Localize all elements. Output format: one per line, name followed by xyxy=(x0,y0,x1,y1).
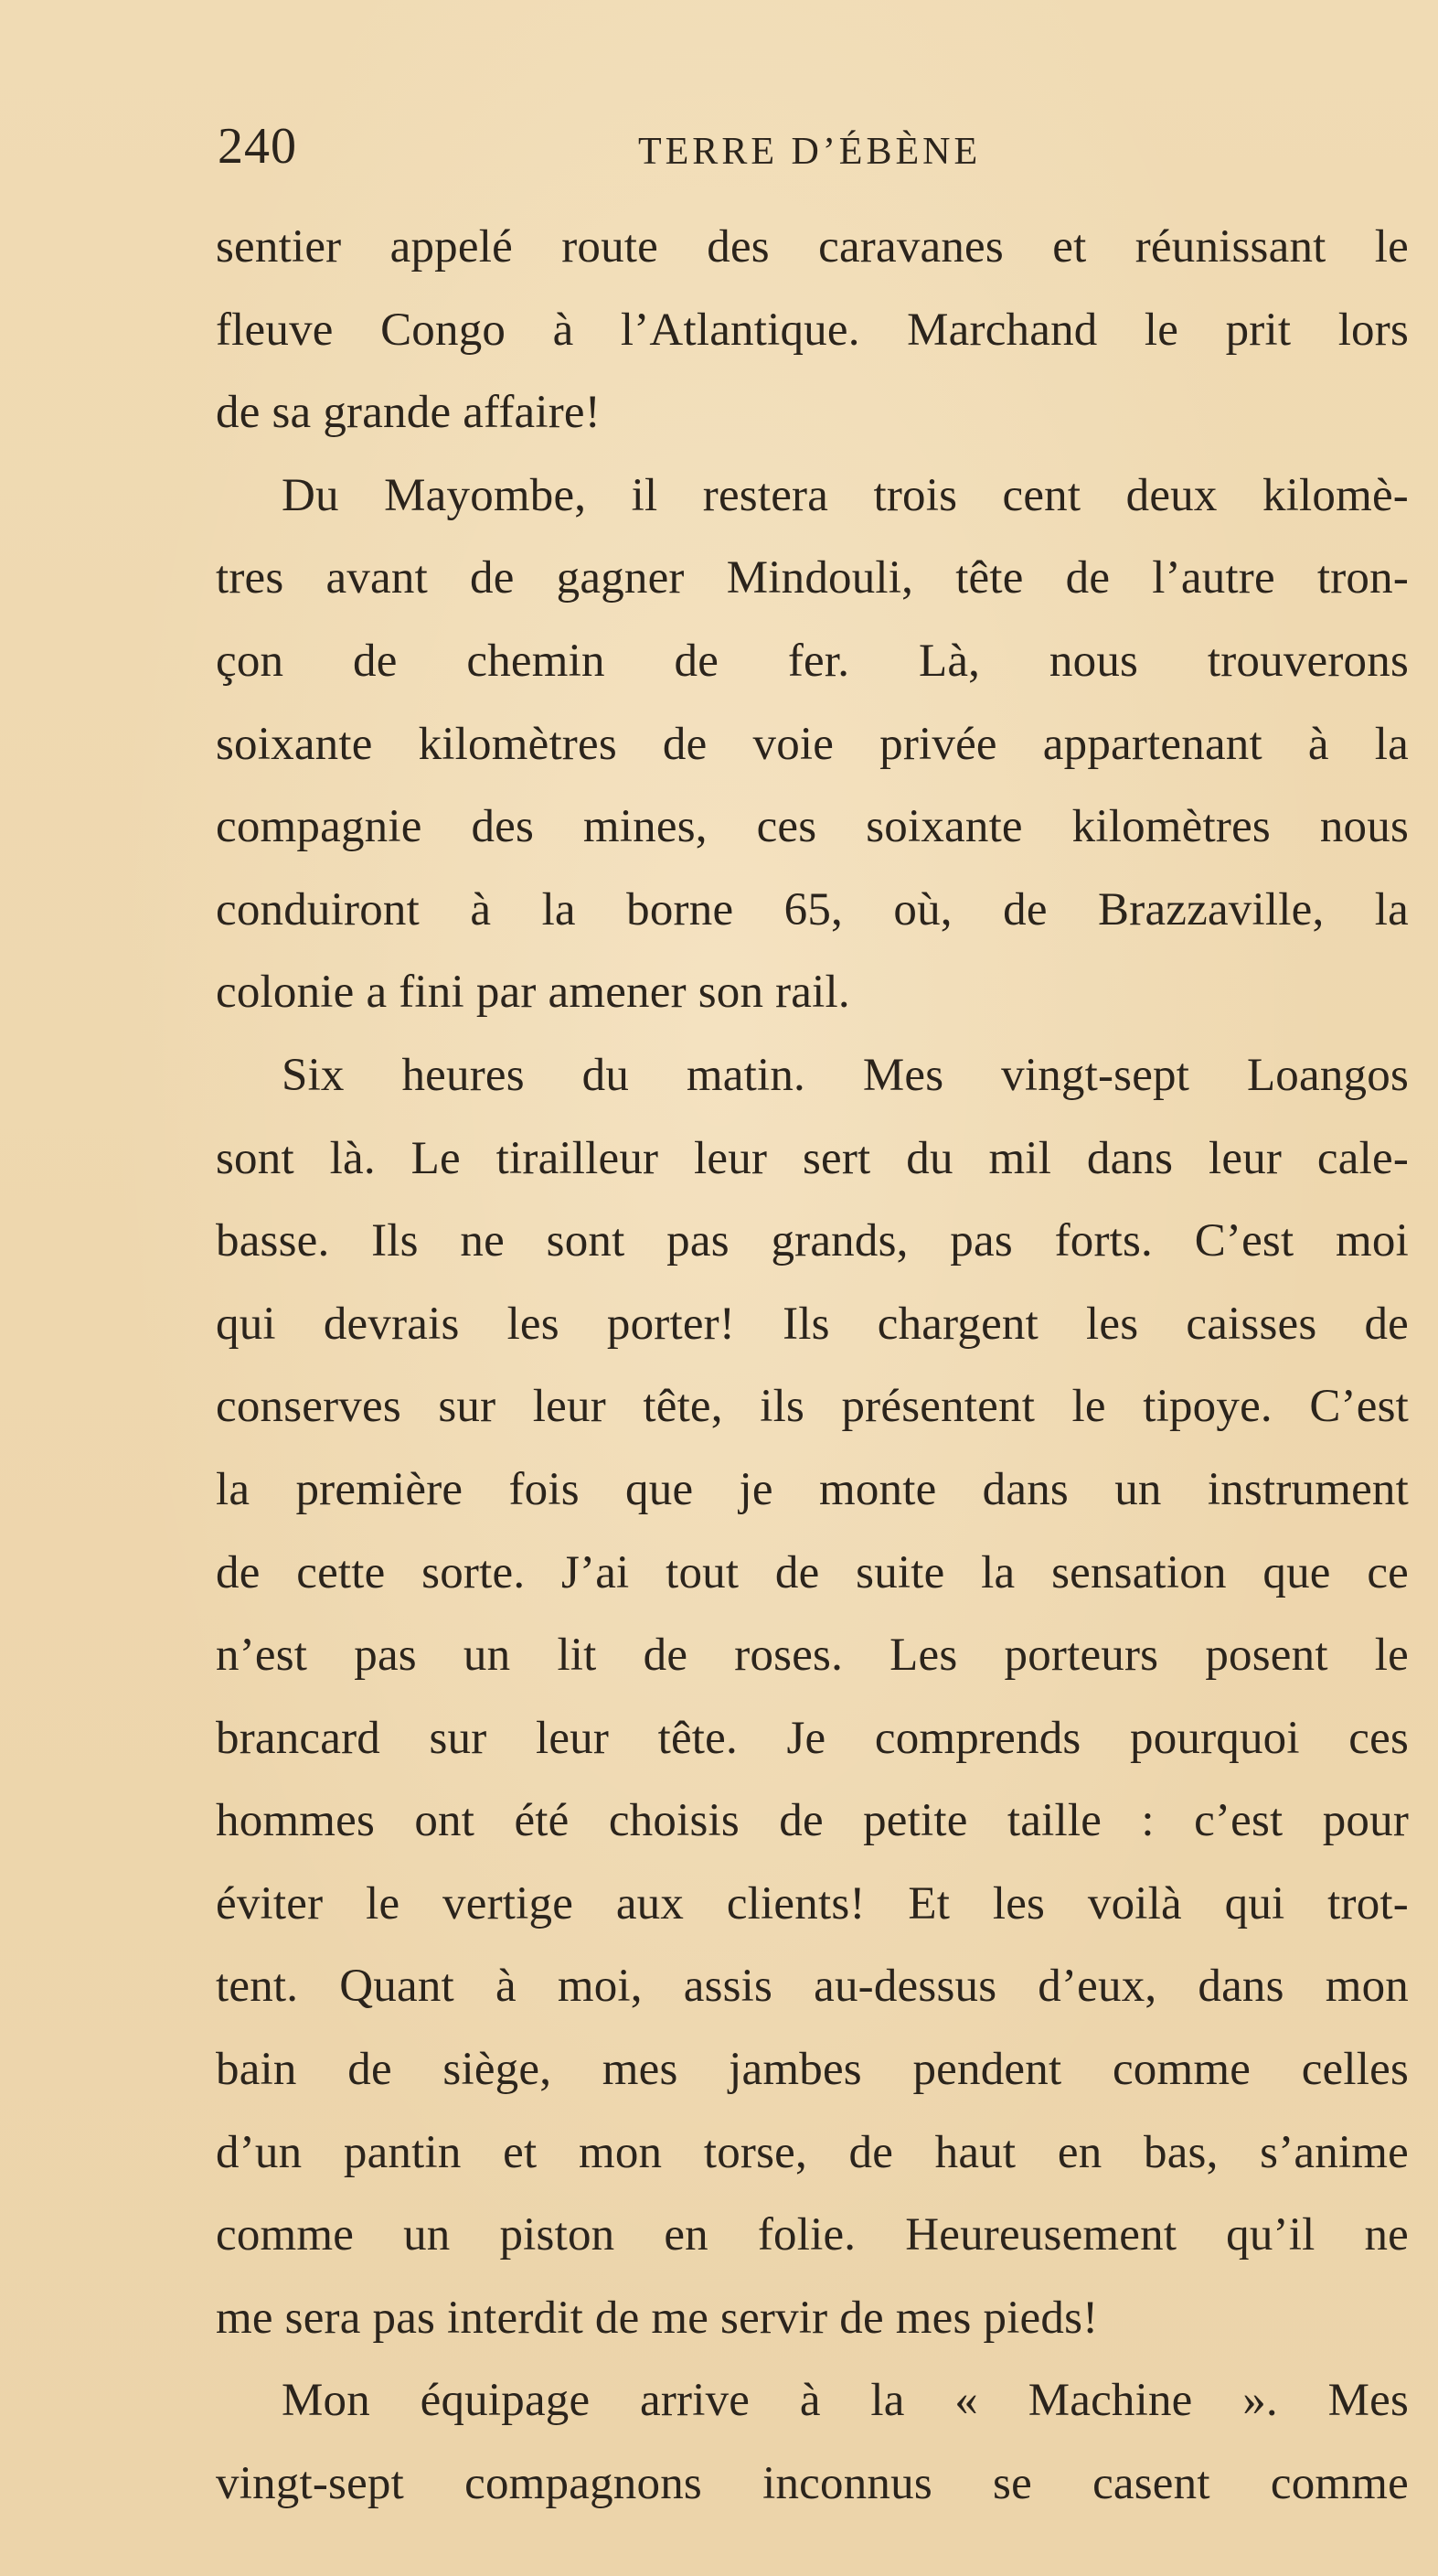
page-header xyxy=(218,110,1315,192)
text-line: me sera pas interdit de me servir de mes pieds! xyxy=(216,2292,1099,2344)
text-line: de sa grande affaire! xyxy=(216,387,601,439)
text-line: sentier appelé route des caravanes et réunissant le xyxy=(216,221,1409,273)
text-line: çon de chemin de fer. Là, nous trouverons xyxy=(216,635,1409,687)
text-line: compagnie des mines, ces soixante kilomètres nous xyxy=(216,801,1409,853)
text-line: soixante kilomètres de voie privée appartenant à la xyxy=(216,718,1409,770)
text-line: sont là. Le tirailleur leur sert du mil dans leur cale- xyxy=(216,1132,1409,1184)
text-line: basse. Ils ne sont pas grands, pas forts. C’est moi xyxy=(216,1215,1409,1267)
text-line: colonie a fini par amener son rail. xyxy=(216,967,850,1019)
text-line: Du Mayombe, il restera trois cent deux kilomè- xyxy=(282,469,1409,521)
text-line: hommes ont été choisis de petite taille : c’est pour xyxy=(216,1795,1409,1847)
text-line: éviter le vertige aux clients! Et les voilà qui trot- xyxy=(216,1877,1409,1929)
text-line: tres avant de gagner Mindouli, tête de l’autre tron- xyxy=(216,552,1409,604)
text-line: comme un piston en folie. Heureusement qu’il ne xyxy=(216,2209,1409,2261)
text-line: la première fois que je monte dans un instrument xyxy=(216,1463,1409,1515)
body-text xyxy=(216,206,1409,2526)
text-line: de cette sorte. J’ai tout de suite la sensation que ce xyxy=(216,1546,1409,1598)
text-line: vingt-sept compagnons inconnus se casent comme xyxy=(216,2458,1409,2510)
running-title: TERRE D’ÉBÈNE xyxy=(638,131,982,173)
text-line: n’est pas un lit de roses. Les porteurs posent le xyxy=(216,1630,1409,1682)
text-line: fleuve Congo à l’Atlantique. Marchand le prit lors xyxy=(216,304,1409,356)
text-line: qui devrais les porter! Ils chargent les caisses de xyxy=(216,1298,1409,1350)
text-line: conduiront à la borne 65, où, de Brazzaville, la xyxy=(216,883,1409,935)
text-line: conserves sur leur tête, ils présentent le tipoye. C’est xyxy=(216,1381,1409,1433)
page-number: 240 xyxy=(218,118,297,175)
text-line: Mon équipage arrive à la « Machine ». Mes xyxy=(282,2375,1409,2427)
text-line: d’un pantin et mon torse, de haut en bas, s’anime xyxy=(216,2126,1409,2178)
text-line: brancard sur leur tête. Je comprends pourquoi ces xyxy=(216,1712,1409,1764)
text-line: bain de siège, mes jambes pendent comme celles xyxy=(216,2044,1409,2096)
text-line: tent. Quant à moi, assis au-dessus d’eux, dans mon xyxy=(216,1961,1409,2013)
text-line: Six heures du matin. Mes vingt-sept Loangos xyxy=(282,1049,1409,1101)
